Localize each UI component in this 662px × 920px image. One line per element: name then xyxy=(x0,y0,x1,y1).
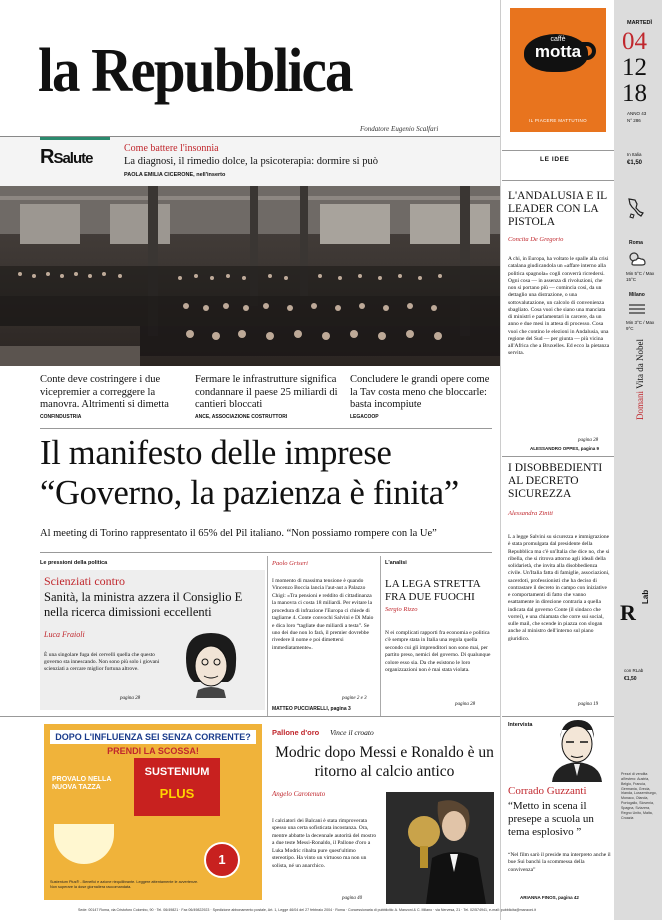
founder-line: Fondatore Eugenio Scalfari xyxy=(360,125,439,133)
modric-author: Angelo Carotenuto xyxy=(272,790,326,798)
story1-title[interactable]: Sanità, la ministra azzera il Consiglio E nella ricerca dimissioni eccellenti xyxy=(44,590,243,619)
story2-body: I momento di massima tensione è quando Vincenzo Boccia lancia l'aut-aut a Palazzo Chigi: «Tra pensioni e reddito di cittadinanza la manovra ci costa 18 miliardi. Per evitare la procedura di infrazione l'Europa ci chiede di tagliarne 4. Conte convochi Salvini e Di Maio e dica loro “tagliate due miliardi a testa”. Se uno dei due non lo farà, il premier dovrebbe rivedere il nome e poi dimettersi immediatamente». xyxy=(272,578,374,651)
idee-page: pagina 28 xyxy=(578,438,599,443)
weather-temps-rome: Min 5°C / Max 15°C xyxy=(626,271,655,282)
quote-ance: Fermare le infrastrutture significa condannare il paese 25 miliardi di cantieri bloccati xyxy=(195,374,338,411)
date-year: 18 xyxy=(622,80,647,107)
ad-brand: motta xyxy=(534,42,582,61)
rsalute-title[interactable]: La diagnosi, il rimedio dolce, la psicoterapia: dormire si può xyxy=(124,156,378,167)
disobbedienti-body: L a legge Salvini su sicurezza e immigrazione è stata promulgata dal presidente della Repubblica ma c'è un'Italia che dice no, che si ribella, che si ritrova attorno agli ideali della solidarietà, che invita alla disobbedienza civile. Un'Italia fatta di famiglie, associazioni, sacerdoti, professionisti che ha deciso di contrastare il decreto in campo con iniziative e comportamenti di fatto che vanno esattamente in direzione contraria a quella indicata dal governo Conte (il sindaco che vorrei), e una chiamata che corre sui social, sulle mail, che scende in piazza con slogan anche al ministro dell'interno sul piano giuridico. xyxy=(508,534,610,642)
story1-author: Luca Fraioli xyxy=(44,630,85,639)
player-with-trophy-illustration xyxy=(386,792,494,904)
idee-author: Concita De Gregorio xyxy=(508,236,564,243)
divider xyxy=(40,552,492,553)
sustenium-ad[interactable] xyxy=(44,724,262,900)
story3-author: Sergio Rizzo xyxy=(385,606,418,613)
quote-legacoop: Concludere le grandi opere come la Tav costa meno che bloccarle: basta incompiute xyxy=(350,374,490,411)
weather-temps-milan: Min 3°C / Max 9°C xyxy=(626,320,655,331)
price-label: In Italia xyxy=(627,152,642,157)
story2-page: pagine 2 e 3 xyxy=(342,696,367,701)
story1-kicker: Le pressioni della politica xyxy=(40,560,108,566)
divider xyxy=(502,180,614,181)
minister-caricature-icon xyxy=(176,628,246,698)
ad-claim: IL PIACERE MATTUTINO xyxy=(529,118,587,123)
rlab-logo-small: Lab xyxy=(641,589,650,604)
footer-imprint: Sede: 00147 Roma, via Cristoforo Colombo, 90 · Tel. 06/49821 · Fax 06/49822923 · Spedizione abbonamento postale, Art. 1, Legge 46/04 del 27 febbraio 2004 · Roma · Concessionaria di pubblicità: A. Manzoni & C. Milano · via Nervesa, 21 · Tel. 02/574941, e-mail: pubblicita@manzoni.it xyxy=(78,908,536,912)
rsalute-author: PAOLA EMILIA CICERONE, nell'inserto xyxy=(124,172,226,178)
idee-body: A chi, in Europa, ha voltato le spalle alla crisi catalana giudicandola un «affare interno alla politica spagnola» cogli converrà ricredersi. Ogni cosa — in assenza di rivoluzioni, che non si portano più — comincia così, da un dettaglio una distrazione, o una sottovalutazione, un calcolo di convenienza sbagliato. Cosa vuoi che siano una manciata di ministri e parlamentari in carcere, da un anno e due mesi in attesa di processo. Cosa vuoi che contino le elezioni in Andalusia, una regione del Sud — per giunta — più vicina all'Africa che a Bruxelles. Ed ecco la pietanza servita. xyxy=(508,256,610,357)
disobbedienti-title[interactable]: I DISOBBEDIENTI AL DECRETO SICUREZZA xyxy=(508,462,603,501)
guzzanti-author: ARIANNA FINOS, pagina 42 xyxy=(520,895,579,900)
main-headline-line1[interactable]: Il manifesto delle imprese xyxy=(40,434,392,472)
divider xyxy=(0,716,500,717)
rlab-price-label: con RLab xyxy=(624,668,644,673)
column-rule xyxy=(380,556,381,716)
story2-author: Paolo Griseri xyxy=(272,560,308,567)
modric-title[interactable]: Modric dopo Messi e Ronaldo è un ritorno al calcio antico xyxy=(275,744,494,780)
story2-bottom-credit: MATTEO PUCCIARELLI, pagina 3 xyxy=(272,706,351,712)
audience-hall-illustration xyxy=(0,186,500,366)
ad-brand-small: caffè xyxy=(550,36,566,43)
weather-city-rome: Roma xyxy=(629,240,643,246)
story1-body: È una singolare fuga dei cervelli quella che questo governo sta innescando. Non sono più solo i giovani scienziati a cercare miglior fortuna altrove. xyxy=(44,652,160,673)
story3-body: N ei complicati rapporti fra economia e politica c'è sempre stata in Italia una regola quella secondo cui gli imprenditori non sono mai, per partito preso, nemici del governo. Di qualunque colore esso sia. Da che esistono le loro organizzazioni non è mai stata violata. xyxy=(385,630,491,674)
rsalute-logo xyxy=(40,146,92,169)
guzzanti-caricature-icon xyxy=(544,716,608,782)
foreign-prices-note: Prezzi di vendita all'estero: Austria, Belgio, Francia, Germania, Grecia, Irlanda, Lussemburgo, Monaco, Olanda, Portogallo, Slovenia, Spagna, Svizzera, Regno Unito, Malta, Croazia xyxy=(621,772,657,820)
main-subhead: Al meeting di Torino rappresentato il 65% del Pil italiano. “Non possiamo rompere con la Ue” xyxy=(40,528,437,539)
story1-tag: Scienziati contro xyxy=(44,574,125,588)
ad-subheadline: PRENDI LA SCOSSA! xyxy=(107,746,199,756)
modric-kicker: Pallone d'oro xyxy=(272,728,320,737)
idee-related: ALESSANDRO OPPES, pagina 9 xyxy=(530,446,600,451)
rsalute-logo-text: Salute xyxy=(53,150,93,167)
rlab-logo[interactable]: R xyxy=(620,600,636,625)
modric-body: I calciatori dei Balcani è stata rimproverata spesso una certa sofisticata incostanza. Ora, mentre abbatte la decennale autorità del mostro a due teste Messi-Ronaldo, il Pallone d'oro a Luka Modric ribalta pure quest'ultimo stereotipo. Ha vinto un virtuoso ma non un solista, né un anarchico. xyxy=(272,818,377,869)
main-headline-line2[interactable]: “Governo, la pazienza è finita” xyxy=(40,474,459,512)
issue-number: N° 286 xyxy=(627,118,641,123)
quote-source: CONFINDUSTRIA xyxy=(40,414,82,420)
divider xyxy=(40,428,492,429)
quote-confindustria: Conte deve costringere i due vicepremier a correggere la manovra. Altrimenti si dimetta xyxy=(40,374,169,411)
quote-source: ANCE, ASSOCIAZIONE COSTRUTTORI xyxy=(195,414,288,420)
rlab-price: €1,50 xyxy=(624,676,637,682)
quote-source: LEGACOOP xyxy=(350,414,379,420)
weekday: MARTEDÌ xyxy=(627,20,653,26)
rsalute-logo-r: R xyxy=(40,146,54,168)
guzzanti-quote[interactable]: “Metto in scena il presepe a scuola un tema esplosivo ” xyxy=(508,800,594,838)
coffee-ad[interactable] xyxy=(510,8,606,132)
disobbedienti-author: Alessandra Ziniti xyxy=(508,510,553,517)
rsalute-kicker: Come battere l'insonnia xyxy=(124,143,219,154)
supplement-promo[interactable] xyxy=(635,220,645,420)
supplement-kicker: Domani xyxy=(635,391,645,420)
idee-title[interactable]: L'ANDALUSIA E IL LEADER CON LA PISTOLA xyxy=(508,190,607,229)
story1-page: pagina 28 xyxy=(120,696,141,701)
ad-side-text: PROVALO NELLA NUOVA TAZZA xyxy=(52,776,112,792)
ad-footnote: Sustenium Plus® - Benefici e azione riequilibrante. Leggere attentamente le avvertenze. Non superare la dose giornaliera raccomandata. xyxy=(50,880,199,889)
italy-map-icon xyxy=(623,196,647,220)
meeting-photo xyxy=(0,186,500,366)
ad-brand-plus: PLUS xyxy=(159,786,195,801)
issue-year: ANNO 43 xyxy=(627,111,647,116)
guzzanti-name: Corrado Guzzanti xyxy=(508,785,587,797)
modric-kicker2: Vince il croato xyxy=(330,728,374,737)
sidebar xyxy=(500,0,614,920)
section-label-le-idee: LE IDEE xyxy=(540,156,570,163)
guzzanti-body: “Nel film sarò il preside ma interpreto anche il bue Sui banchi la scommessa della convivenza” xyxy=(508,852,611,873)
ad-badge: 1 xyxy=(204,842,240,878)
divider xyxy=(502,456,614,457)
masthead-title: la Repubblica xyxy=(38,37,352,105)
story3-page: pagina 28 xyxy=(455,702,476,707)
date-day: 04 xyxy=(622,28,647,55)
rsalute-accent-bar xyxy=(40,137,110,140)
ad-brand-box: SUSTENIUM xyxy=(134,758,220,816)
divider xyxy=(502,150,614,151)
modric-page: pagina 40 xyxy=(342,896,363,901)
price: €1,50 xyxy=(627,160,643,166)
weather-city-milan: Milano xyxy=(629,292,645,298)
ad-headline: DOPO L'INFLUENZA SEI SENZA CORRENTE? xyxy=(50,730,256,744)
cup-icon xyxy=(54,824,114,864)
story3-title[interactable]: LA LEGA STRETTA FRA DUE FUOCHI xyxy=(385,578,481,604)
column-rule xyxy=(267,556,268,716)
date-month: 12 xyxy=(622,54,647,81)
disobbedienti-page: pagina 19 xyxy=(578,702,599,707)
interview-kicker: Intervista xyxy=(508,722,533,728)
supplement-title: Vita da Nobel xyxy=(635,338,645,389)
modric-photo xyxy=(386,792,494,904)
story3-kicker: L'analisi xyxy=(385,560,407,566)
